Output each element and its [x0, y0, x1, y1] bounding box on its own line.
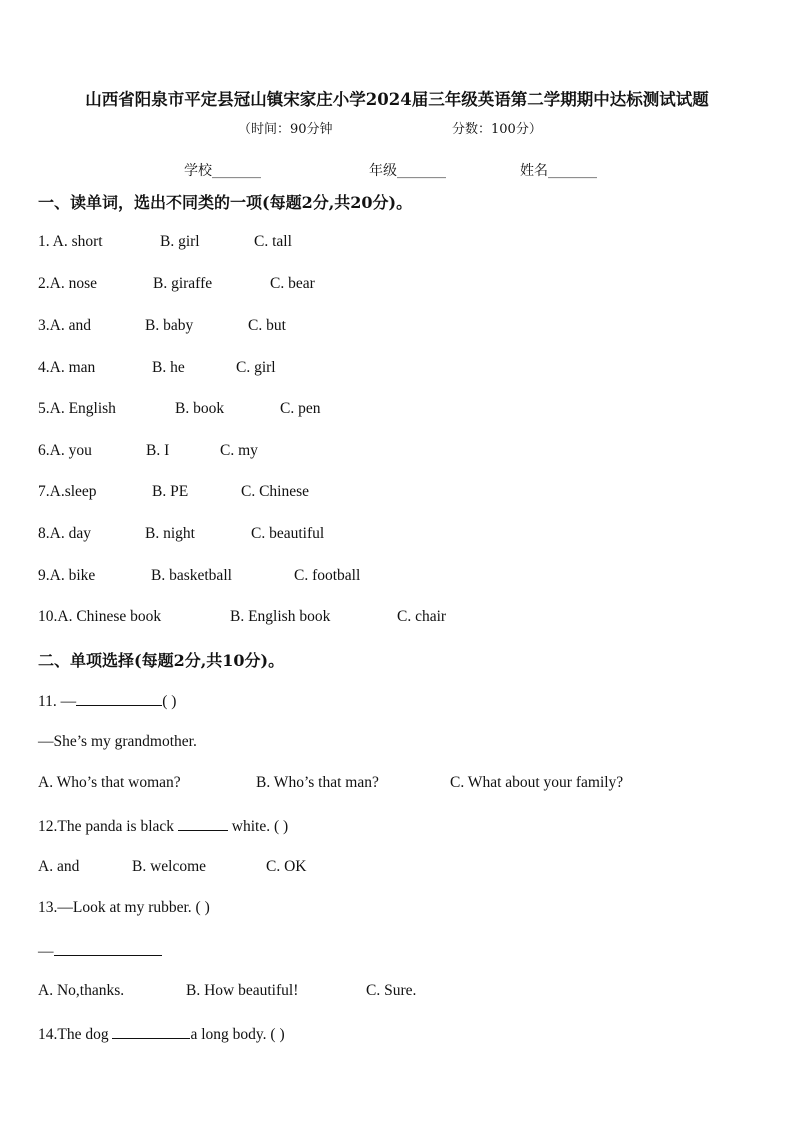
option-b: B. baby	[145, 317, 194, 334]
option-a: A. No,thanks.	[38, 982, 125, 999]
option-c: C. my	[220, 442, 258, 459]
question-13: 13.—Look at my rubber. ( )	[38, 899, 210, 916]
option-a: A.sleep	[49, 483, 97, 500]
question-13-response	[38, 941, 162, 961]
question-number: 2.	[38, 275, 50, 292]
question-3	[38, 317, 91, 335]
question-number: 6.	[38, 442, 50, 459]
option-b: B. night	[145, 525, 195, 542]
option-c: C. What about your family?	[450, 774, 624, 791]
option-c: C. girl	[236, 359, 276, 376]
option-b: B. English book	[230, 608, 331, 625]
section-1-heading: 一、读单词，选出不同类的一项(每题2分,共20分)。	[38, 193, 413, 212]
question-number: 10.	[38, 608, 58, 625]
grade-field: 年级_______	[369, 163, 446, 179]
option-b: B. book	[175, 400, 225, 417]
option-c: C. beautiful	[251, 525, 325, 542]
answer-parenthesis: ( )	[162, 693, 177, 710]
option-a: A. day	[49, 525, 91, 542]
option-a: A. and	[49, 317, 91, 334]
question-number: 1.	[38, 233, 50, 250]
option-c: C. chair	[397, 608, 447, 625]
option-b: B. welcome	[132, 858, 207, 875]
option-b: B. he	[152, 359, 185, 376]
question-4	[38, 359, 95, 377]
response-dash: —	[38, 943, 54, 960]
answer-blank	[112, 1024, 190, 1039]
question-stem: 14.The dog	[38, 1026, 109, 1043]
option-b: B. Who’s that man?	[256, 774, 379, 791]
question-stem: 12.The panda is black	[38, 818, 175, 835]
exam-score: 分数：100分）	[452, 122, 542, 137]
question-number: 7.	[38, 483, 50, 500]
option-a: A. man	[49, 359, 96, 376]
answer-blank	[76, 691, 162, 706]
question-number: 5.	[38, 400, 50, 417]
option-a: A. you	[49, 442, 92, 459]
option-a: A. bike	[49, 567, 96, 584]
question-8	[38, 525, 91, 543]
option-b: B. PE	[152, 483, 189, 500]
option-b: B. I	[146, 442, 170, 459]
question-9	[38, 567, 95, 585]
option-c: C. bear	[270, 275, 315, 292]
option-c: C. tall	[254, 233, 292, 250]
question-stem-end: a long body. ( )	[190, 1026, 285, 1043]
question-number: 11. —	[38, 693, 77, 710]
option-c: C. pen	[280, 400, 321, 417]
question-2	[38, 275, 97, 293]
question-stem-end: white. ( )	[231, 818, 289, 835]
option-a: A. English	[49, 400, 116, 417]
option-b: B. giraffe	[153, 275, 213, 292]
question-5	[38, 400, 116, 418]
school-field: 学校_______	[184, 163, 261, 179]
question-14	[38, 1024, 285, 1044]
question-number: 9.	[38, 567, 50, 584]
answer-blank	[178, 816, 228, 831]
option-a: A. short	[52, 233, 103, 250]
question-11-response: —She’s my grandmother.	[38, 733, 197, 750]
option-a: A. and	[38, 858, 80, 875]
option-b: B. How beautiful!	[186, 982, 299, 999]
question-7	[38, 483, 97, 501]
question-6	[38, 442, 92, 460]
name-field: 姓名_______	[520, 163, 597, 179]
option-c: C. Chinese	[241, 483, 310, 500]
exam-time: （时间：90分钟	[238, 122, 333, 137]
option-c: C. OK	[266, 858, 307, 875]
option-c: C. Sure.	[366, 982, 417, 999]
question-11	[38, 691, 176, 711]
option-c: C. but	[248, 317, 286, 334]
question-number: 4.	[38, 359, 50, 376]
question-12	[38, 816, 288, 836]
question-1	[38, 233, 103, 251]
question-number: 3.	[38, 317, 50, 334]
option-a: A. nose	[49, 275, 97, 292]
option-c: C. football	[294, 567, 361, 584]
question-number: 8.	[38, 525, 50, 542]
section-2-heading: 二、单项选择(每题2分,共10分)。	[38, 651, 285, 670]
question-10	[38, 608, 161, 626]
option-a: A. Chinese book	[57, 608, 162, 625]
option-b: B. girl	[160, 233, 200, 250]
option-a: A. Who’s that woman?	[38, 774, 181, 791]
answer-blank	[54, 941, 162, 956]
exam-title: 山西省阳泉市平定县冠山镇宋家庄小学2024届三年级英语第二学期期中达标测试试题	[85, 90, 709, 109]
option-b: B. basketball	[151, 567, 232, 584]
